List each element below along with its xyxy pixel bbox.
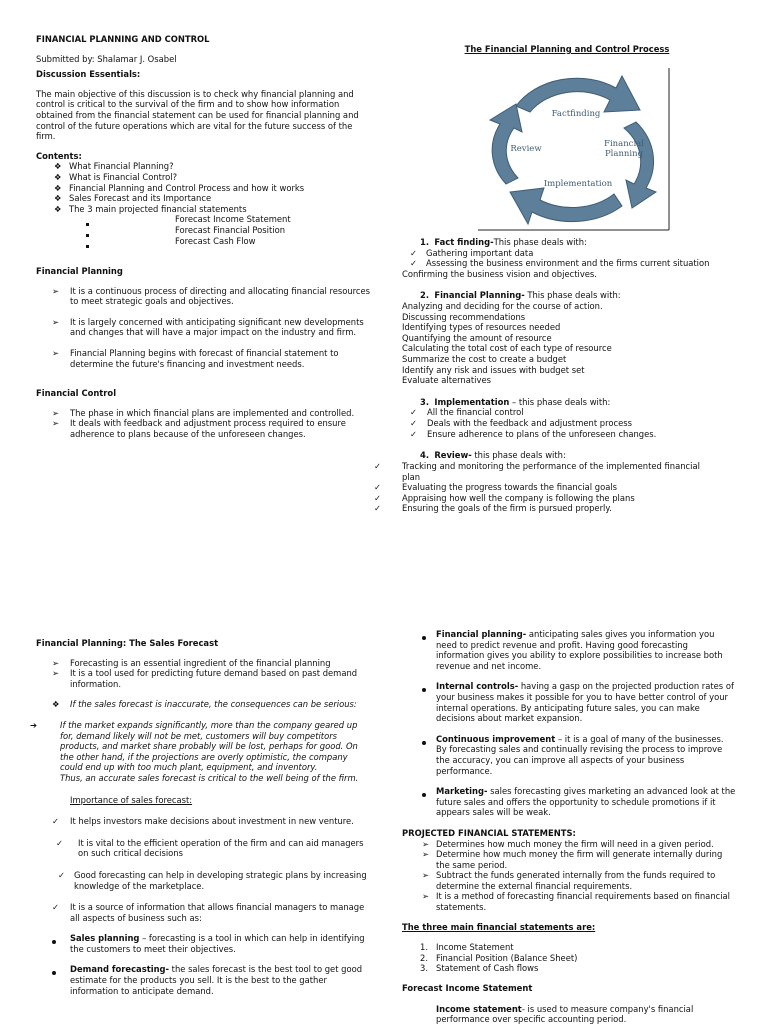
list-item: Marketing- sales forecasting gives marketing an advanced look at the future sales and offers the opportunity to schedule promotions if it appears sales will be weak.	[422, 786, 736, 818]
sales-forecast-list	[52, 658, 370, 690]
check-icon: ✓	[410, 247, 418, 258]
top-left-column	[36, 34, 372, 440]
list-item: ➢ It is a tool used for predicting future demand based on past demand information.	[52, 668, 358, 689]
list-item: Internal controls- having a gasp on the projected production rates of your business makes it possible for you to have better control of your internal operations. By anticipating future sales, you can make decisions about market expansion.	[422, 681, 736, 723]
list-item: ✓ It is vital to the efficient operation of the firm and can aid managers on such critical decisions	[56, 837, 364, 859]
text-line: Analyzing and deciding for the course of action.	[402, 300, 603, 311]
list-item: ✓ Good forecasting can help in developing strategic plans by increasing knowledge of the marketplace.	[58, 869, 367, 891]
text-line: Evaluate alternatives	[402, 375, 491, 386]
text-line: Calculating the total cost of each type of resource	[402, 343, 612, 354]
right-arrow-icon: ➔	[30, 719, 38, 730]
arrow-bullet-icon: ➢	[52, 668, 60, 679]
arrow-bullet-icon: ➢	[422, 849, 430, 860]
list-item: 2. Financial Position (Balance Sheet)	[420, 952, 578, 963]
list-item: ✓ It is a source of information that allows financial managers to manage all aspects of business such as:	[52, 902, 365, 923]
label-review: Review	[510, 144, 542, 154]
bullet-icon	[52, 967, 56, 978]
benefits-list	[422, 629, 736, 818]
arrow-bullet-icon: ➢	[422, 838, 430, 849]
list-item: ✓ All the financial control	[410, 407, 524, 418]
phase-1-heading: 1. Fact finding-This phase deals with:	[420, 237, 587, 247]
diamond-icon: ❖	[54, 193, 62, 204]
check-icon: ✓	[410, 417, 418, 428]
submitted-by: Submitted by: Shalamar J. Osabel	[36, 53, 177, 64]
square-bullet-icon	[86, 240, 89, 251]
check-icon: ✓	[374, 461, 382, 471]
phase-4-list	[374, 461, 720, 514]
bullet-icon	[52, 936, 56, 947]
bullet-icon	[422, 789, 426, 800]
income-statement-text: Income statement- is used to measure company's financial performance over specific accounting period.	[436, 1003, 694, 1025]
thus-text: Thus, an accurate sales forecast is critical to the well being of the firm.	[60, 772, 359, 783]
arrow-bullet-icon: ➢	[52, 316, 60, 327]
list-item: ➢ It is largely concerned with anticipating significant new developments and changes that will have a major impact on the industry and firm.	[52, 316, 364, 338]
label-implementation: Implementation	[543, 179, 613, 189]
inaccurate-list	[52, 699, 370, 710]
top-right-phases	[402, 237, 742, 461]
list-item: ❖ What is Financial Control?	[54, 171, 178, 182]
list-item: ✓ Appraising how well the company is following the plans	[374, 492, 635, 503]
process-title-wrap	[402, 44, 732, 55]
check-icon: ✓	[58, 869, 66, 880]
check-icon: ✓	[410, 428, 418, 439]
list-item: ✓ Ensuring the goals of the firm is pursued properly.	[374, 503, 612, 514]
essentials-heading: Discussion Essentials:	[36, 69, 141, 80]
forecast-income-heading: Forecast Income Statement	[402, 983, 533, 994]
process-cycle-diagram	[476, 66, 674, 234]
check-icon: ✓	[374, 492, 382, 503]
list-item: Forecast Cash Flow	[86, 236, 372, 247]
list-item: Forecast Income Statement	[86, 214, 372, 225]
diamond-icon: ❖	[54, 203, 62, 214]
list-item: ❖ If the sales forecast is inaccurate, the consequences can be serious:	[52, 699, 357, 710]
list-item: 3. Statement of Cash flows	[420, 963, 539, 974]
list-item: ➢ It is a method of forecasting financial requirements based on financial statements.	[422, 891, 731, 913]
sales-forecast-heading: Financial Planning: The Sales Forecast	[36, 638, 219, 648]
projected-list	[422, 839, 736, 913]
phase-4-heading: 4. Review- this phase deals with:	[420, 450, 566, 461]
list-item: ✓ Deals with the feedback and adjustment process	[410, 417, 632, 428]
label-planning: Planning	[604, 149, 644, 159]
check-icon: ✓	[56, 837, 64, 848]
diamond-icon: ❖	[54, 161, 62, 172]
doc-title: FINANCIAL PLANNING AND CONTROL	[36, 34, 210, 44]
list-item: ❖ Sales Forecast and its Importance	[54, 193, 212, 204]
list-item: ➢ Financial Planning begins with forecast of financial statement to determine the future's financing and investment needs.	[52, 348, 339, 369]
diamond-icon: ❖	[54, 171, 62, 182]
diamond-icon: ❖	[52, 699, 60, 710]
list-item: Demand forecasting- the sales forecast is the best tool to get good estimate for the products you sell. It is the best to the gather information to anticipate demand.	[52, 964, 370, 996]
importance-heading: Importance of sales forecast:	[70, 794, 193, 805]
list-item: ➢ Forecasting is an essential ingredient of the financial planning	[52, 657, 331, 668]
arrow-bullet-icon: ➢	[422, 891, 430, 902]
phase-3-list	[410, 407, 742, 439]
bullet-icon	[422, 684, 426, 695]
projected-heading: PROJECTED FINANCIAL STATEMENTS:	[402, 827, 576, 838]
three-statements-heading: The three main financial statements are:	[402, 921, 596, 932]
list-item: 1. Income Statement	[420, 942, 514, 953]
text-line: Summarize the cost to create a budget	[402, 353, 567, 364]
check-icon: ✓	[410, 258, 418, 269]
arrow-bullet-icon: ➢	[52, 657, 60, 668]
financial-control-heading: Financial Control	[36, 388, 117, 399]
arrow-bullet-icon: ➢	[422, 870, 430, 881]
check-icon: ✓	[52, 816, 60, 827]
phase-1-tail: Confirming the business vision and objectives.	[402, 268, 597, 279]
arrow-bullet-icon: ➢	[52, 348, 60, 359]
text-line: Quantifying the amount of resource	[402, 332, 552, 343]
cycle-arrow-top	[516, 76, 640, 112]
list-item: ❖ The 3 main projected financial statements	[54, 203, 247, 214]
essentials-text: The main objective of this discussion is to check why financial planning and control is critical to the survival of the firm and to show how information obtained from the financial statement can be used for financial planning and control of the future operations which are vital for the future success of the firm.	[36, 88, 359, 142]
bottom-left-column	[30, 638, 370, 996]
arrow-bullet-icon: ➢	[52, 418, 60, 429]
bullet-icon	[422, 737, 426, 748]
list-item: ❖ What Financial Planning?	[54, 161, 174, 172]
three-statements-list	[420, 942, 736, 974]
arrow-bullet-icon: ➢	[52, 285, 60, 296]
list-item: ✓ Evaluating the progress towards the financial goals	[374, 482, 618, 493]
list-item: ➢ The phase in which financial plans are implemented and controlled.	[52, 407, 355, 418]
cycle-arrow-right	[624, 122, 656, 208]
check-icon: ✓	[52, 902, 60, 913]
text-line: Identifying types of resources needed	[402, 322, 561, 333]
financial-planning-heading: Financial Planning	[36, 266, 123, 277]
diamond-icon: ❖	[54, 182, 62, 193]
label-financial: Financial	[604, 139, 644, 149]
list-item: Financial planning- anticipating sales gives you information you need to predict revenue and profit. Having good forecasting information gives you ability to explore possibilities to increase both revenue and net income.	[422, 629, 736, 671]
arrow-bullet-icon: ➢	[52, 407, 60, 418]
contents-heading: Contents:	[36, 150, 82, 161]
list-item: Continuous improvement – it is a goal of many of the businesses. By forecasting sales and continually revising the process to improve the accuracy, you can improve all aspects of your business performance.	[422, 734, 736, 776]
financial-planning-list	[52, 286, 372, 370]
cycle-arrow-bottom	[510, 188, 622, 224]
contents-list	[54, 161, 372, 214]
list-item: ✓ Tracking and monitoring the performance of the implemented financial plan	[374, 461, 700, 482]
aspects-list	[52, 933, 370, 996]
list-item: Sales planning – forecasting is a tool in which can help in identifying the customers to meet their objectives.	[52, 933, 370, 954]
statements-sublist	[86, 214, 372, 246]
consequence-block: ➔ If the market expands significantly, more than the company geared up for, demand likely will not be met, customers will buy competitors products, and market share probably will be lost, perhaps for good. On the other hand, if the projections are overly optimistic, the company could end up with too much plant, equipment, and inventory. Thus, an accurate sales forecast is critical to the well being of the firm.	[30, 720, 370, 784]
phase-1-list	[410, 248, 742, 269]
check-icon: ✓	[410, 407, 418, 418]
list-item: ✓ It helps investors make decisions about investment in new venture.	[52, 816, 354, 827]
phase-2-heading: 2. Financial Planning- This phase deals with:	[420, 290, 621, 301]
check-icon: ✓	[374, 503, 382, 514]
list-item: ➢ It deals with feedback and adjustment process required to ensure adherence to plans because of the unforeseen changes.	[52, 418, 346, 440]
financial-control-list	[52, 408, 372, 440]
importance-list	[52, 816, 370, 923]
list-item: ➢ It is a continuous process of directing and allocating financial resources to meet strategic goals and objectives.	[52, 285, 371, 307]
list-item: ❖ Financial Planning and Control Process and how it works	[54, 182, 305, 193]
list-item: ➢ Determines how much money the firm will need in a given period.	[422, 838, 714, 849]
list-item: ✓ Ensure adherence to plans of the unforeseen changes.	[410, 428, 657, 439]
list-item: ➢ Subtract the funds generated internally from the funds required to determine the external financial requirements.	[422, 870, 716, 891]
text-line: Discussing recommendations	[402, 311, 526, 322]
list-item: Forecast Financial Position	[86, 225, 372, 236]
phase-3-heading: 3. Implementation – this phase deals with:	[420, 396, 611, 407]
bottom-right-column	[402, 629, 736, 1025]
label-factfinding: Factfinding	[551, 109, 601, 119]
list-item: ✓ Assessing the business environment and the firms current situation	[410, 258, 710, 269]
process-title: The Financial Planning and Control Process	[464, 44, 670, 54]
bullet-icon	[422, 632, 426, 643]
check-icon: ✓	[374, 482, 382, 493]
list-item: ✓ Gathering important data	[410, 247, 534, 258]
list-item: ➢ Determine how much money the firm will generate internally during the same period.	[422, 849, 723, 870]
text-line: Identify any risk and issues with budget set	[402, 364, 585, 375]
cycle-svg	[476, 66, 674, 234]
